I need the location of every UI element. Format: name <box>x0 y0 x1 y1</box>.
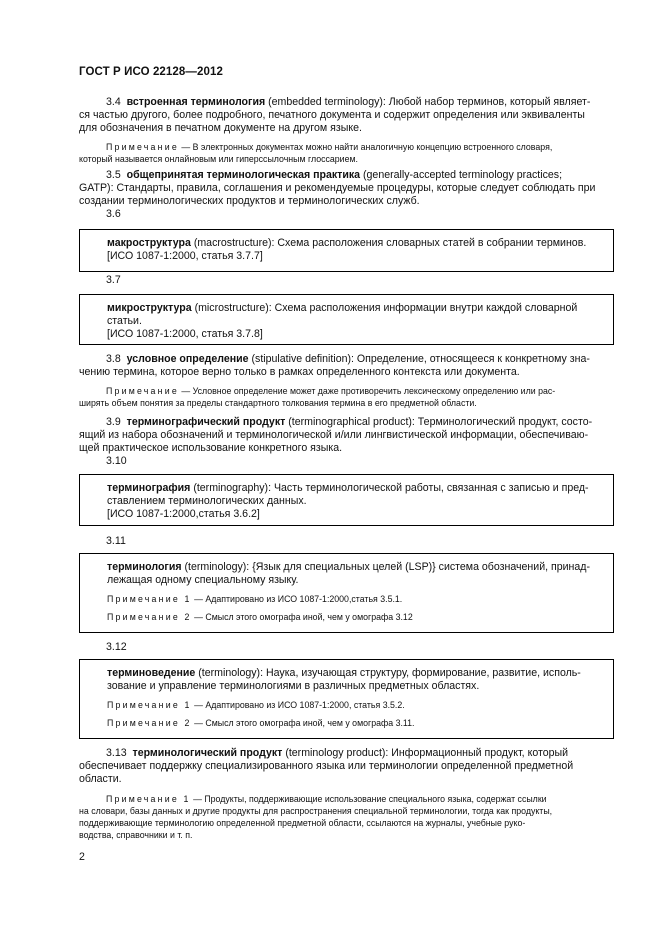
note-text: — Адаптировано из ИСО 1087-1:2000, статья 3.5.2. <box>191 700 405 710</box>
note-label: Примечание <box>106 142 179 152</box>
note-text: — Продукты, поддерживающие использование специального языка, содержат ссылки <box>190 794 547 804</box>
note-text: водства, справочники и т. п. <box>79 830 193 840</box>
entry-text: области. <box>79 773 122 785</box>
note-label: Примечание 2 <box>107 718 192 728</box>
entry-text: GATP): Стандарты, правила, соглашения и рекомендуемые процедуры, которые следует соблюдать при <box>79 182 596 194</box>
entry-3-9 <box>79 416 614 455</box>
entry-text: (terminology): {Язык для специальных целей (LSP)} система обозначений, принад- <box>181 561 590 573</box>
note-3-8 <box>79 385 614 409</box>
entry-term: макроструктура <box>107 237 191 249</box>
entry-reference: [ИСО 1087-1:2000,статья 3.6.2] <box>107 508 260 520</box>
entry-number: 3.13 <box>106 747 127 759</box>
entry-text: ставлением терминологических данных. <box>107 495 307 507</box>
entry-text: чению термина, которое верно только в рамках определенного контекста или документа. <box>79 366 520 378</box>
entry-text: ящий из набора обозначений и терминологической и/или лингвистической информации, обеспечиваю- <box>79 429 589 441</box>
entry-number-3-11: 3.11 <box>106 535 126 547</box>
note-3-13 <box>79 793 614 841</box>
entry-term: общепринятая терминологическая практика <box>126 169 361 181</box>
entry-number-3-6: 3.6 <box>106 208 121 220</box>
definition-box-3-7 <box>79 294 614 345</box>
entry-number: 3.9 <box>106 416 121 428</box>
entry-text: (terminology product): Информационный продукт, который <box>282 747 569 759</box>
entry-text: (stipulative definition): Определение, относящееся к конкретному зна- <box>248 353 590 365</box>
note-label: Примечание 2 <box>107 612 192 622</box>
note-text: — Смысл этого омографа иной, чем у омографа 3.11. <box>191 718 415 728</box>
entry-text: (terminographical product): Терминологический продукт, состо- <box>285 416 593 428</box>
note-label: Примечание 1 <box>106 794 191 804</box>
note-text: который называется онлайновым или гиперссылочным глоссарием. <box>79 154 358 164</box>
entry-text: создании терминологических продуктов и терминологических служб. <box>79 195 420 207</box>
note-label: Примечание 1 <box>107 700 192 710</box>
definition-box-3-12 <box>79 659 614 739</box>
entry-number: 3.5 <box>106 169 121 181</box>
document-header: ГОСТ Р ИСО 22128—2012 <box>79 66 224 78</box>
entry-text: для обозначения в печатном документе на другом языке. <box>79 122 362 134</box>
entry-term: встроенная терминология <box>126 96 266 108</box>
note-text: — В электронных документах можно найти аналогичную концепцию встроенного словаря, <box>178 142 553 152</box>
note-text: — Условное определение может даже противоречить лексическому определению или рас- <box>178 386 556 396</box>
definition-box-3-11 <box>79 553 614 633</box>
entry-text: ся частью другого, более подробного, печатного документа и содержит определения или эквиваленты <box>79 109 585 121</box>
entry-text: зование и управление терминологиями в различных предметных областях. <box>107 680 480 692</box>
entry-3-5 <box>79 169 614 208</box>
entry-term: условное определение <box>126 353 249 365</box>
note-text: ширять объем понятия за пределы стандартного толкования термина в его предметной области. <box>79 398 477 408</box>
definition-box-3-6 <box>79 229 614 272</box>
note-3-4 <box>79 141 614 165</box>
entry-number-3-12: 3.12 <box>106 641 127 653</box>
entry-term: терминографический продукт <box>126 416 286 428</box>
entry-text: лежащая одному специальному языку. <box>107 574 299 586</box>
note-label: Примечание 1 <box>107 594 192 604</box>
entry-text: (terminology): Наука, изучающая структуру, формирование, развитие, исполь- <box>195 667 581 679</box>
entry-text: (terminography): Часть терминологической работы, связанная с записью и пред- <box>190 482 589 494</box>
note-text: — Адаптировано из ИСО 1087-1:2000,статья 3.5.1. <box>191 594 403 604</box>
entry-text: (macrostructure): Схема расположения словарных статей в собрании терминов. <box>190 237 587 249</box>
entry-number-3-10: 3.10 <box>106 455 127 467</box>
entry-text: (generally-accepted terminology practices; <box>360 169 563 181</box>
entry-3-8 <box>79 353 614 379</box>
entry-term: терминография <box>107 482 191 494</box>
entry-number-3-7: 3.7 <box>106 274 121 286</box>
entry-term: терминоведение <box>107 667 196 679</box>
entry-reference: [ИСО 1087-1:2000, статья 3.7.8] <box>107 328 263 340</box>
entry-number: 3.8 <box>106 353 121 365</box>
definition-box-3-10 <box>79 474 614 526</box>
entry-text: обеспечивает поддержку специализированного языка или терминологии определенной предметной <box>79 760 574 772</box>
entry-reference: [ИСО 1087-1:2000, статья 3.7.7] <box>107 250 263 262</box>
entry-number: 3.4 <box>106 96 121 108</box>
entry-term: терминологический продукт <box>132 747 283 759</box>
entry-text: (microstructure): Схема расположения информации внутри каждой словарной <box>191 302 578 314</box>
entry-3-13 <box>79 747 614 786</box>
entry-3-4 <box>79 96 614 135</box>
page-number: 2 <box>79 851 85 863</box>
note-text: поддерживающие терминологию определенной предметной области, ссылаются на журналы, учебные руко- <box>79 818 526 828</box>
note-text: на словари, базы данных и другие продукты для распространения специальной терминологии, тогда как продукты, <box>79 806 553 816</box>
entry-text: статьи. <box>107 315 142 327</box>
note-text: — Смысл этого омографа иной, чем у омографа 3.12 <box>191 612 413 622</box>
entry-text: (embedded terminology): Любой набор терминов, который являет- <box>265 96 591 108</box>
entry-term: микроструктура <box>107 302 192 314</box>
entry-text: щей практическое использование конкретного языка. <box>79 442 343 454</box>
note-label: Примечание <box>106 386 179 396</box>
entry-term: терминология <box>107 561 182 573</box>
